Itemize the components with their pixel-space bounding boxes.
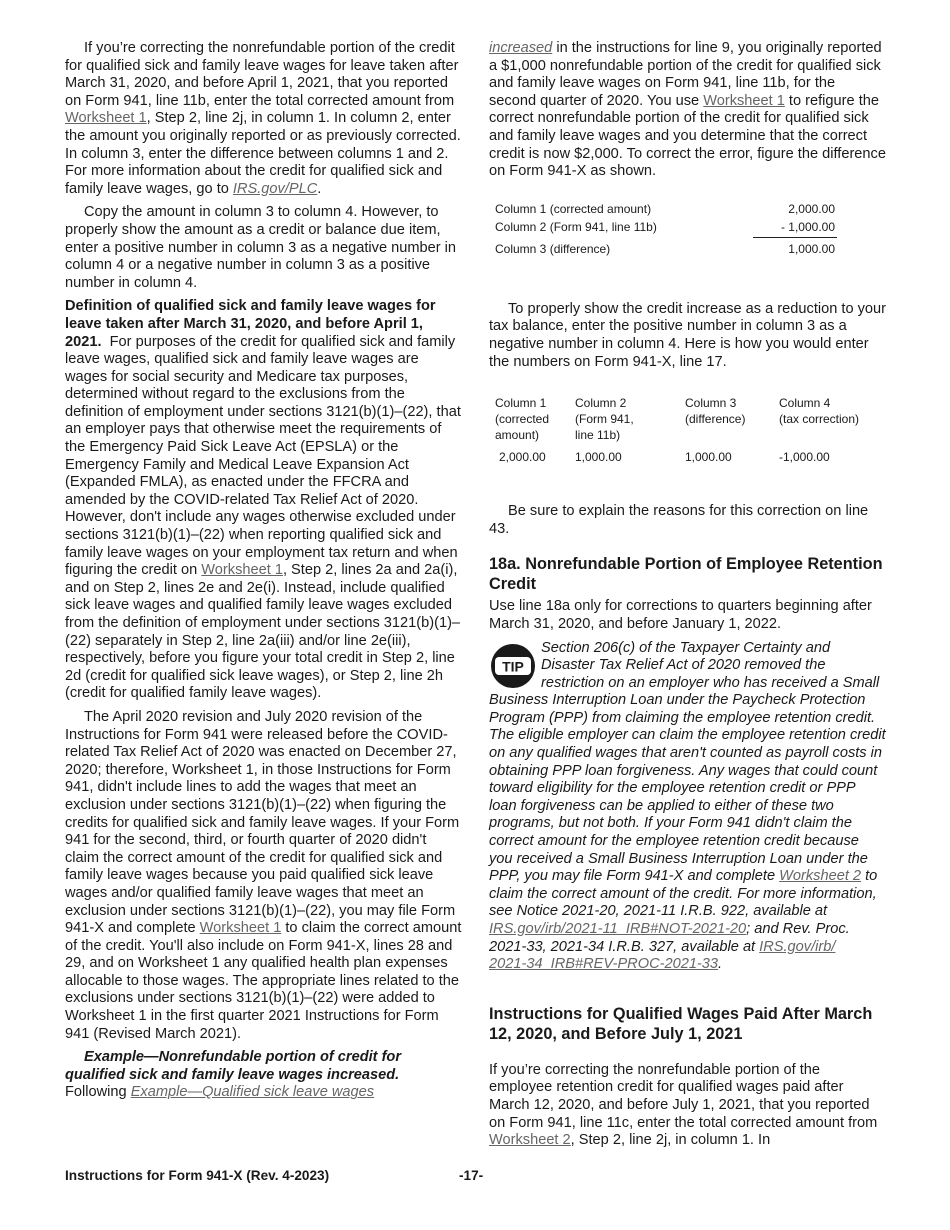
worksheet-1-link[interactable]: Worksheet 1 [703,92,785,109]
table-cell: 1,000.00 [788,241,835,256]
increased-link[interactable]: increased [489,40,553,56]
table-row [493,201,837,219]
paragraph-copy-amount: Copy the amount in column 3 to column 4. However, to properly show the amount as a credit or balance due item, enter a positive number in column 3 as a negative number in column 4 or a negative number in column 3 as a positive number in column 4. [65,204,457,291]
difference-table [493,201,837,259]
irs-rev-proc-link[interactable]: 2021-34_IRB#REV-PROC-2021-33 [489,956,719,973]
page-number: -17- [459,1168,484,1183]
footer-title: Instructions for Form 941-X (Rev. 4-2023) [65,1168,330,1183]
tip-box [489,640,886,974]
paragraph-example-heading: Example—Nonrefundable portion of credit for qualified sick and family leave wages increased. Following Example—Qualified sick leave wages [65,1049,402,1101]
paragraph-definition: Definition of qualified sick and family leave wages for leave taken after March 31, 2020, and before April 1, 2021. For purposes of the credit for qualified sick and family leave wages, qualified sick and family leave wages are wages for social security and Medicare tax purposes, determined without regard to the exclusions from the definition of employment under sections 3121(b)(1)–(22), that an employer pays that otherwise meet the requirements of the Emergency Paid Sick Leave Act (EPSLA) or the Emergency Family and Medical Leave Expansion Act (Expanded FMLA), as enacted under the FFCRA and amended by the COVID-related Tax Relief Act of 2020. However, don't include any wages otherwise excluded under sections 3121(b)(1)–(22) when reporting qualified sick and family leave wages on your employment tax return and when figuring the credit on Worksheet 1, Step 2, lines 2a and 2a(i), and on Step 2, lines 2e and 2e(i). Instead, include qualified sick leave wages and qualified family leave wages excluded from the definition of employment under sections 3121(b)(1)–(22) separately in Step 2, line 2a(iii) and/or line 2e(iii), respectively, before you figure your total credit in Step 2, line 2d (credit for qualified sick leave wages), or Step 2, line 2h (credit for qualified family leave wages). [65,298,461,702]
table-cell: 2,000.00 [788,201,835,216]
paragraph-sick-leave-correction: If you’re correcting the nonrefundable portion of the credit for qualified sick and family leave wages for leave taken after March 31, 2020, and before April 1, 2021, that you reported on Form 941, line 11b, enter the total corrected amount from Worksheet 1, Step 2, line 2j, in column 1. In column 2, enter the amount you originally reported or as previously corrected. In column 3, enter the difference between columns 1 and 2. For more information about the credit for qualified sick and family leave wages, go to IRS.gov/PLC. [65,40,461,197]
section-heading-18a: 18a. Nonrefundable Portion of Employee Retention Credit [489,555,883,594]
worksheet-1-link[interactable]: Worksheet 1 [199,920,282,937]
column-header: Column 2 (Form 941, line 11b) [575,396,634,443]
form-entry-table [493,395,881,465]
definition-heading: Definition of qualified sick and family leave wages for leave taken after March 31, 2020, and before April 1, 2021. [65,298,436,350]
tip-icon [489,642,537,690]
irs-notice-link[interactable]: IRS.gov/irb/2021-11_IRB#NOT-2021-20 [489,921,747,937]
irs-rev-proc-link[interactable]: IRS.gov/irb/ [759,938,836,955]
table-row [493,443,881,465]
worksheet-1-link[interactable]: Worksheet 1 [201,562,283,579]
table-row [493,237,837,259]
table-cell: Column 1 (corrected amount) [495,201,652,216]
paragraph-qualified-wages: If you’re correcting the nonrefundable portion of the employee retention credit for qualified wages paid after March 12, 2020, and before July 1, 2021, that you reported on Form 941, line 11c, enter the total corrected amount from Worksheet 2, Step 2, line 2j, in column 1. In [489,1061,878,1149]
tip-text: Section 206(c) of the Taxpayer Certainty and Disaster Tax Relief Act of 2020 removed the restriction on an employer who has received a Small Business Interruption Loan under the Paycheck Protection Program (PPP) from claiming the employee retention credit. The eligible employer can claim the employee retention credit on any qualified wages that aren't counted as payroll costs in obtaining PPP loan forgiveness. Any wages that could count toward eligibility for the employee retention credit or PPP loan forgiveness can be applied to either of these two programs, but not both. If your Form 941 didn't claim the correct amount for the employee retention credit because you received a Small Business Interruption Loan under the PPP, you may file Form 941-X and complete Worksheet 2 to claim the correct amount of the credit. For more information, see Notice 2021-20, 2021-11 I.R.B. 922, available at IRS.gov/irb/2021-11_IRB#NOT-2021-20; and Rev. Proc. 2021-33, 2021-34 I.R.B. 327, available at IRS.gov/irb/ 2021-34_IRB#REV-PROC-2021-33. [489,639,886,973]
paragraph-18a-body: Use line 18a only for corrections to quarters beginning after March 31, 2020, and before January 1, 2022. [489,598,872,632]
irs-plc-link[interactable]: IRS.gov/PLC [232,180,318,197]
paragraph-explain-reasons: Be sure to explain the reasons for this correction on line 43. [489,503,869,537]
column-header: Column 1 (corrected amount) [495,396,550,443]
table-row [493,219,837,238]
worksheet-2-link[interactable]: Worksheet 2 [489,1132,571,1149]
paragraph-credit-increase: To properly show the credit increase as a reduction to your tax balance, enter the positive number in column 3 as a negative number in column 4. Here is how you would enter the numbers on Form 941-X, line 17. [489,300,887,370]
table-cell: Column 3 (difference) [495,241,611,256]
column-header: Column 3 (difference) [685,396,746,427]
paragraph-april-revision: The April 2020 revision and July 2020 revision of the Instructions for Form 941 were released before the COVID-related Tax Relief Act of 2020 was enacted on December 27, 2020; therefore, Worksheet 1, in those Instructions for Form 941, didn't include lines to add the wages that meet an exclusion under sections 3121(b)(1)–(22) when figuring the credits for qualified sick and family leave wages. If your Form 941 for the second, third, or fourth quarter of 2020 didn't claim the correct amount of the credit for qualified sick and family leave wages because you paid qualified sick leave wages and/or qualified family leave wages that meet an exclusion under sections 3121(b)(1)–(22), you may file Form 941-X and complete Worksheet 1 to claim the correct amount of the credit. You'll also include on Form 941-X, lines 28 and 29, and on Worksheet 1 any qualified health plan expenses allocable to those wages. The appropriate lines related to the exclusions under sections 3121(b)(1)–(22) were added to Worksheet 1 in the first quarter 2021 Instructions for Form 941 (Revised March 2021). [65,708,462,1042]
table-cell: -1,000.00 [779,450,830,465]
table-cell: Column 2 (Form 941, line 11b) [495,220,657,234]
table-cell: 1,000.00 [575,450,622,465]
example-sick-leave-link[interactable]: Example—Qualified sick leave wages [130,1084,375,1101]
table-cell: 1,000.00 [685,450,732,465]
right-column [489,40,886,1156]
table-cell: - 1,000.00 [753,219,837,238]
table-header-row [493,395,881,443]
table-cell: 2,000.00 [499,450,546,465]
paragraph-example-continued: increased in the instructions for line 9, you originally reported a $1,000 nonrefundable portion of the credit for qualified sick and family leave wages on Form 941, line 11b, for the second quarter of 2020. You use Worksheet 1 to refigure the correct nonrefundable portion of the credit for qualified sick and family leave wages and you determine that the correct credit is now $2,000. To correct the error, figure the difference on Form 941-X as shown. [489,40,886,180]
worksheet-2-link[interactable]: Worksheet 2 [779,868,862,885]
example-heading: Example—Nonrefundable portion of credit for qualified sick and family leave wages increased. [65,1049,402,1083]
left-column [65,40,462,1108]
worksheet-1-link[interactable]: Worksheet 1 [65,110,147,127]
column-header: Column 4 (tax correction) [779,396,860,427]
tip-label: TIP [502,658,524,674]
section-heading-qualified-wages: Instructions for Qualified Wages Paid After March 12, 2020, and Before July 1, 2021 [489,1004,873,1043]
